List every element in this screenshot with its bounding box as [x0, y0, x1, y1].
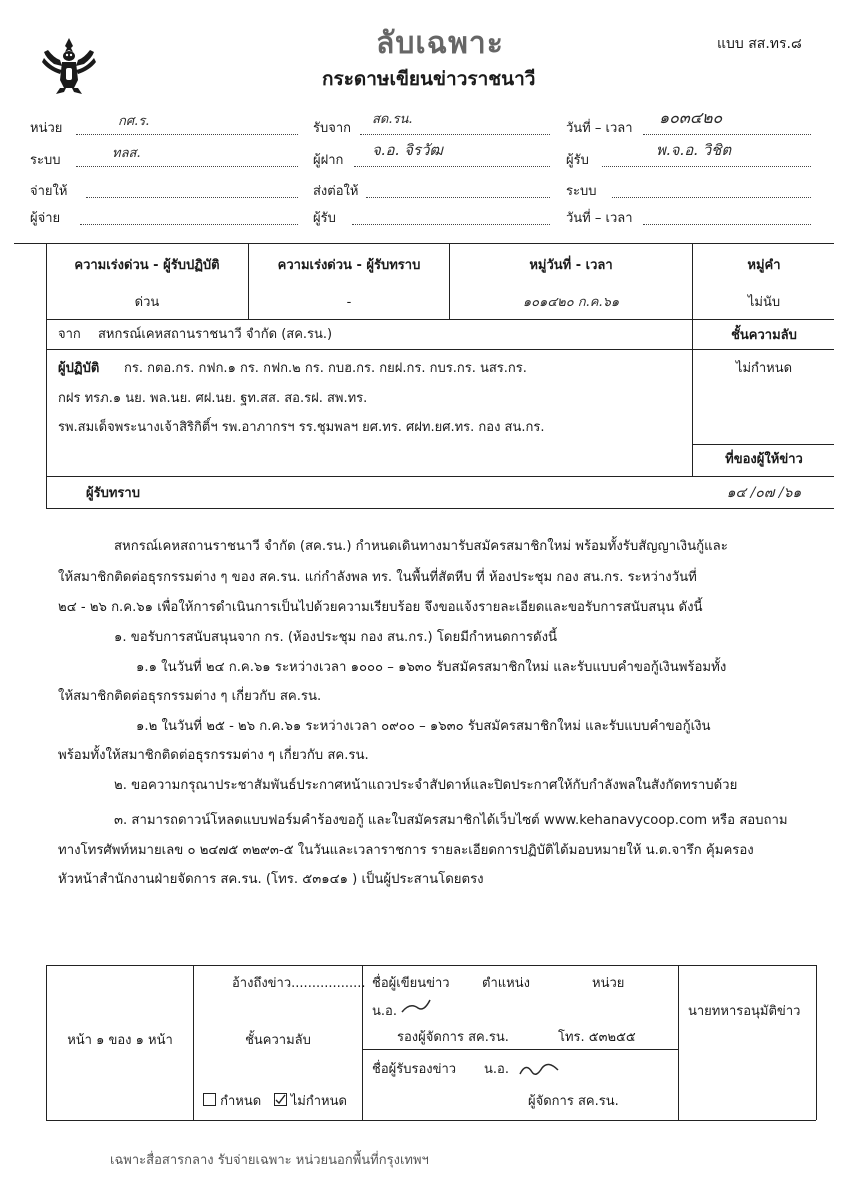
writer-signature: [400, 994, 440, 1018]
footer-classification-label: ชั้นความลับ: [245, 1033, 311, 1048]
position-label: ตำแหน่ง: [482, 976, 530, 991]
page-title: กระดาษเขียนข่าวราชนาวี: [322, 68, 536, 90]
unit-value: กศ.ร.: [118, 114, 150, 129]
system2-label: ระบบ: [566, 184, 597, 199]
received-from-label: รับจาก: [313, 121, 352, 136]
word-count-value: ไม่นับ: [747, 295, 781, 310]
datetime2-field[interactable]: [643, 210, 811, 225]
classified-checkbox[interactable]: [203, 1093, 216, 1106]
recipient-field[interactable]: [602, 141, 811, 167]
footer-mid-divider: [362, 1049, 678, 1050]
footer-right-border: [816, 965, 817, 1120]
datetime-label: วันที่ – เวลา: [566, 121, 633, 136]
payer-field[interactable]: [80, 210, 298, 225]
action-line-3: รพ.สมเด็จพระนางเจ้าสิริกิติ์ฯ รพ.อาภากรฯ รร.ชุมพลฯ ยศ.ทร. ศฝท.ยศ.ทร. กอง สน.กร.: [58, 420, 545, 435]
grid-ref-divider: [692, 444, 834, 445]
footer-col1-divider: [193, 965, 194, 1120]
pay-to-label: จ่ายให้: [30, 184, 68, 199]
paragraph-6-line-3: หัวหน้าสำนักงานฝ่ายจัดการ สค.รน. (โทร. ๕๓๑๔๑ ) เป็นผู้ประสานโดยตรง: [58, 872, 484, 887]
paragraph-3-line-2: ให้สมาชิกติดต่อธุรกรรมต่าง ๆ เกี่ยวกับ สค.รน.: [58, 689, 322, 704]
system-value: ทลส.: [112, 146, 141, 161]
sender-label: ผู้ฝาก: [313, 153, 344, 168]
recipient-label: ผู้รับ: [566, 153, 589, 168]
col2-header: ความเร่งด่วน - ผู้รับทราบ: [277, 258, 421, 273]
grid-col1-divider: [248, 243, 249, 319]
unclassified-checkbox[interactable]: [274, 1093, 287, 1106]
ref-value: ๑๔ /๐๗ /๖๑: [726, 485, 802, 501]
footer-left-border: [46, 965, 47, 1120]
unclassified-option-label: ไม่กำหนด: [290, 1094, 347, 1109]
paragraph-6-line-2: ทางโทรศัพท์หมายเลข ๐ ๒๔๗๕ ๓๒๙๓-๕ ในวันและเวลาราชการ รายละเอียดการปฏิบัติได้มอบหมายให้ น.ต.จารึก คุ้มครอง: [58, 843, 754, 858]
recipient-value: พ.จ.อ. วิชิต: [656, 141, 732, 159]
system2-field[interactable]: [612, 183, 811, 198]
grid-info-divider: [46, 476, 834, 477]
action-label: ผู้ปฏิบัติ: [58, 361, 100, 376]
paragraph-2: ๑. ขอรับการสนับสนุนจาก กร. (ห้องประชุม กอง สน.กร.) โดยมีกำหนดการดังนี้: [114, 630, 558, 645]
paragraph-3-line-1: ๑.๑ ในวันที่ ๒๔ ก.ค.๖๑ ระหว่างเวลา ๑๐๐๐ – ๑๖๓๐ รับสมัครสมาชิกใหม่ และรับแบบคำขอกู้เงินพร้อมทั้ง: [136, 660, 727, 675]
sender-value: จ.อ. จิรวัฒ: [372, 141, 443, 159]
approving-officer-label: นายทหารอนุมัติข่าว: [688, 1004, 801, 1019]
unit-field[interactable]: [76, 114, 298, 135]
receiver-label: ผู้รับ: [313, 211, 336, 226]
from-value: สหกรณ์เคหสถานราชนาวี จำกัด (สค.รน.): [98, 327, 333, 342]
paragraph-5: ๒. ขอความกรุณาประชาสัมพันธ์ประกาศหน้าแถวประจำสัปดาห์และปิดประกาศให้กับกำลังพลในสังกัดทราบด้วย: [114, 778, 738, 793]
urgency-action-value: ด่วน: [134, 295, 160, 310]
approver-signature: [518, 1058, 564, 1084]
grid-bottom-border: [46, 508, 834, 509]
paragraph-1-line-2: ให้สมาชิกติดต่อธุรกรรมต่าง ๆ ของ สค.รน. แก่กำลังพล ทร. ในพื้นที่สัตหีบ ที่ ห้องประชุม กอง สน.กร. ระหว่างวันที่: [58, 570, 697, 585]
forward-to-label: ส่งต่อให้: [313, 184, 359, 199]
form-code: แบบ สส.ทร.๘: [717, 36, 802, 52]
approver-label: ชื่อผู้รับรองข่าว: [372, 1062, 457, 1077]
page-number: หน้า ๑ ของ ๑ หน้า: [67, 1033, 173, 1048]
grid-from-divider: [46, 349, 834, 350]
receiver-field[interactable]: [352, 210, 550, 225]
writer-unit-label: หน่วย: [592, 976, 625, 991]
garuda-emblem-icon: [40, 36, 98, 96]
approver-rank: น.อ.: [484, 1062, 509, 1077]
grid-col3-divider: [692, 243, 693, 476]
classification-label: ชั้นความลับ: [731, 328, 797, 343]
footer-top-border: [46, 965, 816, 966]
unit-label: หน่วย: [30, 121, 63, 136]
system-label: ระบบ: [30, 153, 61, 168]
col3-header: หมู่วันที่ - เวลา: [529, 258, 613, 273]
datetime-field[interactable]: [643, 108, 811, 135]
forward-to-field[interactable]: [366, 183, 550, 198]
footer-bottom-border: [46, 1120, 816, 1121]
sender-field[interactable]: [354, 141, 550, 167]
writer-label: ชื่อผู้เขียนข่าว: [372, 976, 450, 991]
paragraph-4-line-2: พร้อมทั้งให้สมาชิกติดต่อธุรกรรมต่าง ๆ เกี่ยวกับ สค.รน.: [58, 748, 369, 763]
action-line-2: กฝร ทรภ.๑ นย. พล.นย. ศฝ.นย. ฐท.สส. สอ.รฝ. สพ.ทร.: [58, 391, 368, 406]
grid-col2-divider: [449, 243, 450, 319]
received-from-field[interactable]: [360, 112, 550, 135]
paragraph-1-line-1: สหกรณ์เคหสถานราชนาวี จำกัด (สค.รน.) กำหนดเดินทางมารับสมัครสมาชิกใหม่ พร้อมทั้งรับสัญญาเงินกู้และ: [114, 539, 728, 554]
writer-phone: โทร. ๕๓๒๕๕: [558, 1030, 636, 1045]
dtg-value: ๑๐๑๔๒๐ ก.ค.๖๑: [522, 295, 620, 310]
grid-header-divider: [46, 319, 834, 320]
ref-label: ที่ของผู้ให้ข่าว: [725, 452, 803, 467]
info-label: ผู้รับทราบ: [86, 486, 140, 501]
paragraph-6-line-1: ๓. สามารถดาวน์โหลดแบบฟอร์มคำร้องขอกู้ และใบสมัครสมาชิกได้เว็บไซต์ www.kehanavycoop.com หรือ สอบถาม: [114, 813, 788, 828]
classification-value: ไม่กำหนด: [735, 361, 793, 376]
received-from-value: สด.รน.: [372, 112, 413, 127]
writer-title: รองผู้จัดการ สค.รน.: [397, 1030, 509, 1045]
reference-message: อ้างถึงข่าว..................: [232, 976, 366, 991]
paragraph-1-line-3: ๒๔ - ๒๖ ก.ค.๖๑ เพื่อให้การดำเนินการเป็นไปด้วยความเรียบร้อย จึงขอแจ้งรายละเอียดและขอรับการสนับสนุน ดังนี้: [58, 600, 703, 615]
classification-options: [203, 1093, 347, 1110]
datetime-value: ๑๐๓๔๒๐: [659, 108, 723, 127]
footer-col3-divider: [678, 965, 679, 1120]
system-field[interactable]: [76, 146, 298, 167]
col1-header: ความเร่งด่วน - ผู้รับปฏิบัติ: [74, 258, 220, 273]
urgency-info-value: -: [346, 295, 352, 310]
col4-header: หมู่คำ: [747, 258, 781, 273]
classified-option-label: กำหนด: [220, 1094, 262, 1109]
payer-label: ผู้จ่าย: [30, 211, 61, 226]
classification-stamp: ลับเฉพาะ: [376, 26, 504, 61]
from-label: จาก: [58, 327, 81, 342]
checkmark-icon: [275, 1094, 286, 1105]
grid-top-border: [14, 243, 834, 244]
datetime2-label: วันที่ – เวลา: [566, 211, 633, 226]
pay-to-field[interactable]: [86, 183, 298, 198]
writer-rank: น.อ.: [372, 1004, 397, 1019]
handling-note: เฉพาะสื่อสารกลาง รับจ่ายเฉพาะ หน่วยนอกพื้นที่กรุงเทพฯ: [110, 1153, 429, 1168]
paragraph-4-line-1: ๑.๒ ในวันที่ ๒๕ - ๒๖ ก.ค.๖๑ ระหว่างเวลา ๐๙๐๐ – ๑๖๓๐ รับสมัครสมาชิกใหม่ และรับแบบคำขอกู้เงิน: [136, 719, 711, 734]
grid-left-border: [46, 243, 47, 508]
approver-title: ผู้จัดการ สค.รน.: [528, 1094, 619, 1109]
action-line-1: กร. กตอ.กร. กฟก.๑ กร. กฟก.๒ กร. กบฮ.กร. กยฝ.กร. กบร.กร. นสร.กร.: [124, 361, 527, 376]
